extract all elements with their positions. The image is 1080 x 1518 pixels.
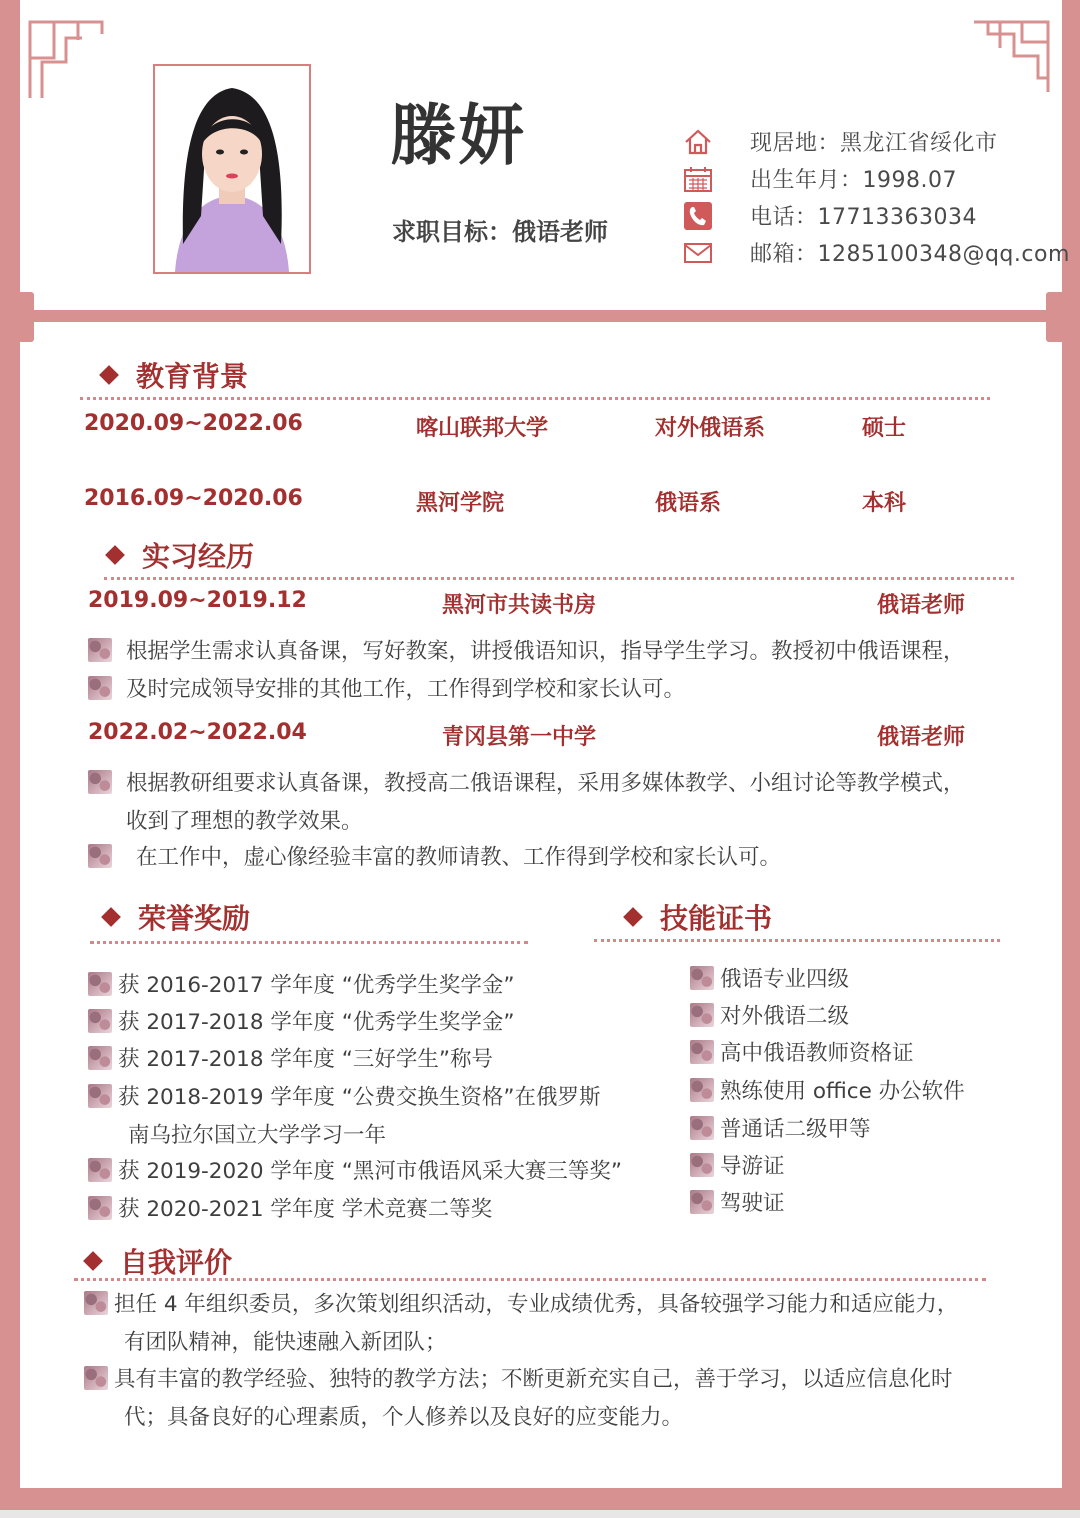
job-duty-text: 根据教研组要求认真备课，教授高二俄语课程，采用多媒体教学、小组讨论等教学模式， xyxy=(126,771,965,796)
contact-location xyxy=(680,123,1070,160)
honor-text: 获 2020-2021 学年度 学术竞赛二等奖 xyxy=(118,1197,493,1222)
skill-text: 熟练使用 office 办公软件 xyxy=(720,1079,965,1104)
self-eval-continuation: 代；具备良好的心理素质，个人修养以及良好的应变能力。 xyxy=(124,1405,684,1430)
job-duty-continuation: 收到了理想的教学效果。 xyxy=(126,809,363,834)
honor-item xyxy=(88,968,514,999)
job-objective: 求职目标：俄语老师 xyxy=(392,218,608,246)
honor-text: 获 2019-2020 学年度 “黑河市俄语风采大赛三等奖” xyxy=(118,1159,622,1184)
honor-text: 获 2017-2018 学年度 “三好学生”称号 xyxy=(118,1047,493,1072)
bullet-icon xyxy=(690,1078,714,1102)
bullet-icon xyxy=(690,1003,714,1027)
internship-dotted-rule xyxy=(104,577,1014,580)
bullet-icon xyxy=(84,1366,108,1390)
self-eval-text: 具有丰富的教学经验、独特的教学方法；不断更新充实自己，善于学习，以适应信息化时 xyxy=(114,1367,953,1392)
diamond-icon xyxy=(623,907,643,927)
bullet-icon xyxy=(690,966,714,990)
job-duty-line xyxy=(88,634,965,665)
honor-item xyxy=(88,1042,493,1073)
bullet-icon xyxy=(88,972,112,996)
job-duty-line xyxy=(88,840,781,871)
diamond-icon xyxy=(105,545,125,565)
skill-item xyxy=(690,1112,871,1143)
education-section-title xyxy=(102,355,248,395)
job-org: 黑河市共读书房 xyxy=(442,593,597,618)
bullet-icon xyxy=(88,844,112,868)
job-role: 俄语老师 xyxy=(877,725,966,750)
frame-left-bar xyxy=(0,0,20,1518)
job-duty-text: 在工作中，虚心像经验丰富的教师请教、工作得到学校和家长认可。 xyxy=(136,845,782,870)
self-eval-section-title xyxy=(86,1241,232,1281)
self-eval-dotted-rule xyxy=(74,1278,986,1281)
candidate-name: 滕妍 xyxy=(390,97,526,174)
contact-birth xyxy=(680,160,1070,197)
job-duty-line xyxy=(88,672,685,703)
skill-item xyxy=(690,1149,785,1180)
contact-birth-text: 出生年月：1998.07 xyxy=(750,168,957,193)
profile-photo xyxy=(153,64,311,274)
edu-school: 黑河学院 xyxy=(416,491,505,516)
bullet-icon xyxy=(88,638,112,662)
internship-section-title xyxy=(108,535,254,575)
diamond-icon xyxy=(101,907,121,927)
contact-email xyxy=(680,234,1070,271)
edu-school: 喀山联邦大学 xyxy=(416,416,549,441)
divider-cap-left xyxy=(8,292,34,342)
skill-item xyxy=(690,999,849,1030)
bullet-icon xyxy=(88,770,112,794)
diamond-icon xyxy=(83,1251,103,1271)
self-eval-continuation: 有团队精神，能快速融入新团队； xyxy=(124,1330,447,1355)
contact-phone-text: 电话：17713363034 xyxy=(750,205,977,230)
frame-bottom-shadow xyxy=(0,1510,1080,1518)
skill-item xyxy=(690,962,849,993)
honor-text: 获 2017-2018 学年度 “优秀学生奖学金” xyxy=(118,1010,515,1035)
edu-degree: 硕士 xyxy=(862,416,907,441)
bullet-icon xyxy=(88,1046,112,1070)
job-date: 2019.09~2019.12 xyxy=(88,588,307,613)
corner-ornament-right-icon xyxy=(970,18,1052,98)
honors-dotted-rule xyxy=(90,941,528,944)
bullet-icon xyxy=(88,1196,112,1220)
skill-item xyxy=(690,1074,965,1105)
frame-bottom-bar xyxy=(0,1488,1080,1510)
job-duty-text: 根据学生需求认真备课，写好教案，讲授俄语知识，指导学生学习。教授初中俄语课程， xyxy=(126,639,965,664)
self-eval-line xyxy=(84,1362,953,1393)
skills-dotted-rule xyxy=(594,939,1000,942)
diamond-icon xyxy=(99,365,119,385)
bullet-icon xyxy=(84,1291,108,1315)
phone-icon xyxy=(680,201,716,231)
bullet-icon xyxy=(88,1158,112,1182)
contact-list xyxy=(680,123,1070,271)
skills-title-text: 技能证书 xyxy=(660,902,773,935)
divider-cap-right xyxy=(1046,292,1072,342)
skill-text: 高中俄语教师资格证 xyxy=(720,1041,914,1066)
home-icon xyxy=(680,127,716,157)
skill-item xyxy=(690,1186,785,1217)
job-duty-text: 及时完成领导安排的其他工作，工作得到学校和家长认可。 xyxy=(126,677,686,702)
bullet-icon xyxy=(88,1084,112,1108)
edu-dept: 对外俄语系 xyxy=(655,416,766,441)
mail-icon xyxy=(680,238,716,268)
bullet-icon xyxy=(690,1153,714,1177)
honor-text: 获 2018-2019 学年度 “公费交换生资格”在俄罗斯 xyxy=(118,1085,601,1110)
honors-section-title xyxy=(104,897,250,937)
job-org: 青冈县第一中学 xyxy=(442,725,597,750)
edu-dept: 俄语系 xyxy=(655,491,722,516)
skill-text: 对外俄语二级 xyxy=(720,1004,850,1029)
bullet-icon xyxy=(690,1116,714,1140)
calendar-icon xyxy=(680,164,716,194)
honor-text: 获 2016-2017 学年度 “优秀学生奖学金” xyxy=(118,973,515,998)
job-date: 2022.02~2022.04 xyxy=(88,720,307,745)
bullet-icon xyxy=(88,1009,112,1033)
contact-location-text: 现居地：黑龙江省绥化市 xyxy=(750,131,998,156)
job-duty-line xyxy=(88,766,965,797)
honor-continuation: 南乌拉尔国立大学学习一年 xyxy=(128,1123,387,1148)
bullet-icon xyxy=(690,1190,714,1214)
bullet-icon xyxy=(690,1040,714,1064)
contact-email-text: 邮箱：1285100348@qq.com xyxy=(750,242,1070,267)
self-eval-line xyxy=(84,1287,958,1318)
honor-item xyxy=(88,1005,514,1036)
skill-item xyxy=(690,1036,914,1067)
skill-text: 俄语专业四级 xyxy=(720,967,850,992)
self-eval-title-text: 自我评价 xyxy=(120,1246,233,1279)
header-divider xyxy=(20,310,1062,322)
internship-title-text: 实习经历 xyxy=(142,540,255,573)
edu-degree: 本科 xyxy=(862,491,907,516)
self-eval-text: 担任 4 年组织委员，多次策划组织活动，专业成绩优秀，具备较强学习能力和适应能力， xyxy=(114,1292,959,1317)
honors-title-text: 荣誉奖励 xyxy=(138,902,251,935)
skill-text: 驾驶证 xyxy=(720,1191,785,1216)
honor-item xyxy=(88,1080,600,1111)
corner-ornament-left-icon xyxy=(26,18,104,100)
job-role: 俄语老师 xyxy=(877,593,966,618)
edu-date: 2016.09~2020.06 xyxy=(84,486,303,511)
contact-phone xyxy=(680,197,1070,234)
honor-item xyxy=(88,1192,492,1223)
honor-item xyxy=(88,1154,622,1185)
skill-text: 导游证 xyxy=(720,1154,785,1179)
education-dotted-rule xyxy=(80,397,990,400)
bullet-icon xyxy=(88,676,112,700)
education-title-text: 教育背景 xyxy=(136,360,249,393)
skills-section-title xyxy=(626,897,772,937)
edu-date: 2020.09~2022.06 xyxy=(84,411,303,436)
skill-text: 普通话二级甲等 xyxy=(720,1117,871,1142)
